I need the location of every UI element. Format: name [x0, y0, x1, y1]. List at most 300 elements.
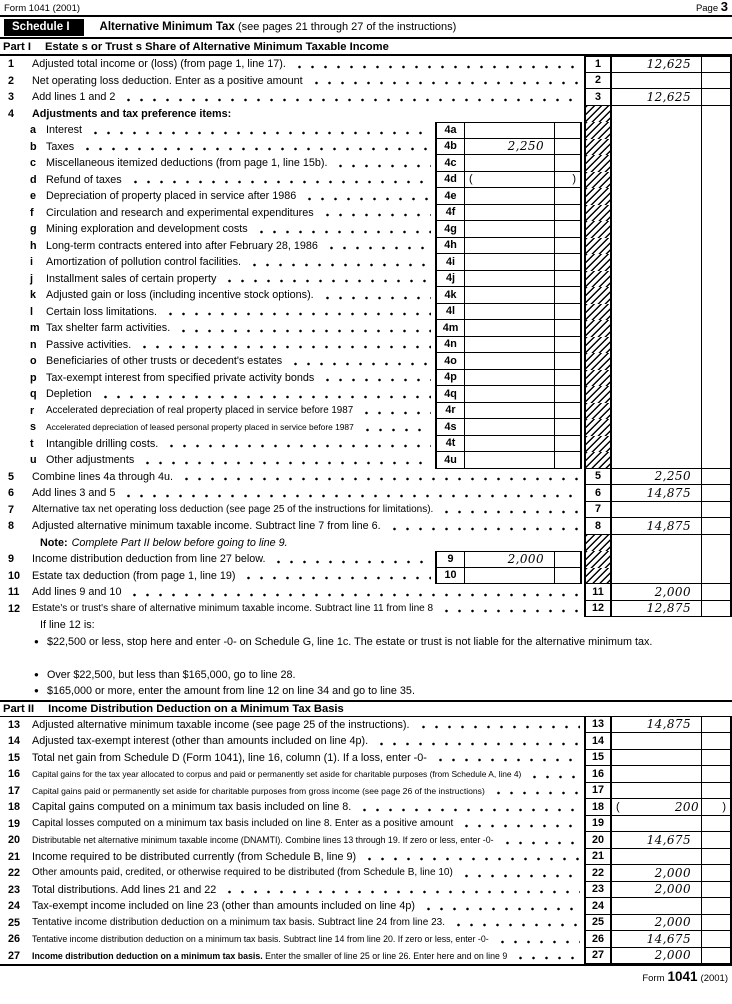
amount-field-4q[interactable] — [465, 386, 554, 403]
cents-field-4p[interactable] — [554, 370, 582, 387]
form-line-27 — [0, 948, 732, 965]
cents-field-4m[interactable] — [554, 320, 582, 337]
amount-field-23[interactable]: 2,000 — [612, 882, 701, 899]
amount-field-17[interactable] — [612, 783, 701, 800]
line-box-number: 18 — [584, 799, 612, 816]
cents-field-17[interactable] — [701, 783, 732, 800]
cents-field-5[interactable] — [701, 469, 732, 486]
line-label: Circulation and research and experimental expenditures — [46, 206, 314, 219]
hatched-cell — [584, 221, 612, 238]
cents-field-4h[interactable] — [554, 238, 582, 255]
footer-form-label: Form — [642, 973, 665, 984]
line-box-number: 4n — [435, 337, 465, 354]
amount-field-12[interactable]: 12,875 — [612, 601, 701, 618]
line-box-number: 10 — [435, 568, 465, 585]
form-line-24 — [0, 898, 732, 915]
hatched-cell — [584, 452, 612, 469]
form-line-4i — [0, 254, 732, 271]
amount-field-4o[interactable] — [465, 353, 554, 370]
form-line-20 — [0, 832, 732, 849]
amount-field-25[interactable]: 2,000 — [612, 915, 701, 932]
dotted-leader — [293, 56, 580, 73]
cents-field-4j[interactable] — [554, 271, 582, 288]
note-text: Complete Part II below before going to line 9. — [71, 536, 288, 549]
hatched-cell — [584, 320, 612, 337]
line-label: Total distributions. Add lines 21 and 22 — [32, 883, 217, 896]
cents-field-4i[interactable] — [554, 254, 582, 271]
amount-field-4m[interactable] — [465, 320, 554, 337]
line-letter: b — [30, 140, 37, 153]
hatched-cell — [584, 122, 612, 139]
cents-field-27[interactable] — [701, 948, 732, 965]
form-line-4j — [0, 271, 732, 288]
hatched-cell — [584, 551, 612, 568]
line-label: Capital gains paid or permanently set aside for charitable purposes from gross income (see page 26 of the instructions) — [32, 785, 485, 796]
form-line-4c — [0, 155, 732, 172]
line-letter: k — [30, 289, 37, 301]
hatched-cell — [584, 155, 612, 172]
line-label: Mining exploration and development costs — [46, 223, 248, 235]
dotted-leader — [514, 948, 580, 965]
line-label: Income distribution deduction from line 27 below. — [32, 553, 266, 565]
hatched-cell — [584, 337, 612, 354]
amount-field-10[interactable] — [465, 568, 554, 585]
line-box-number: 4q — [435, 386, 465, 403]
open-paren: ( — [616, 800, 621, 813]
line-letter: g — [30, 223, 37, 235]
part2-title: Income Distribution Deduction on a Minimum Tax Basis — [48, 702, 344, 715]
dotted-leader — [272, 551, 431, 568]
cents-field-3[interactable] — [701, 89, 732, 106]
form-line-5 — [0, 469, 732, 486]
schedule-title-bar — [0, 17, 732, 39]
amount-field-26[interactable]: 14,675 — [612, 931, 701, 948]
amount-field-4c[interactable] — [465, 155, 554, 172]
form-line-4e — [0, 188, 732, 205]
line-label: Accelerated depreciation of real property placed in service before 1987 — [46, 404, 354, 416]
cents-field-4s[interactable] — [554, 419, 582, 436]
line-box-number: 23 — [584, 882, 612, 899]
cents-field-12[interactable] — [701, 601, 732, 618]
amount-field-4s[interactable] — [465, 419, 554, 436]
dotted-leader — [177, 320, 431, 337]
cents-field-9[interactable] — [554, 551, 582, 568]
amount-field-9[interactable]: 2,000 — [465, 551, 554, 568]
amount-field-1[interactable]: 12,625 — [612, 56, 701, 73]
form-line-4u — [0, 452, 732, 469]
cents-field-24[interactable] — [701, 898, 732, 915]
line-box-number: 4e — [435, 188, 465, 205]
dotted-leader — [89, 122, 431, 139]
line-label: Installment sales of certain property — [46, 272, 217, 285]
line-number: 14 — [8, 735, 21, 747]
line-box-number: 4a — [435, 122, 465, 139]
amount-field-4n[interactable] — [465, 337, 554, 354]
line-label: Add lines 9 and 10 — [32, 586, 122, 598]
form-line-25 — [0, 915, 732, 932]
cents-field-4e[interactable] — [554, 188, 582, 205]
cents-field-4b[interactable] — [554, 139, 582, 156]
if-line-12-intro: If line 12 is: — [40, 619, 95, 631]
line-number: 10 — [8, 569, 21, 582]
part2-header — [0, 700, 732, 717]
line-label: Depreciation of property placed in service after 1986 — [46, 190, 297, 202]
note-label: Note: — [40, 536, 68, 549]
dotted-leader — [334, 155, 431, 172]
schedule-subtitle: (see pages 21 through 27 of the instructions) — [238, 21, 457, 33]
line-label: Add lines 1 and 2 — [32, 91, 116, 103]
dotted-leader — [321, 370, 431, 387]
line-box-number: 4o — [435, 353, 465, 370]
line-label: Add lines 3 and 5 — [32, 487, 116, 499]
line-box-number: 15 — [584, 750, 612, 767]
dotted-leader — [358, 799, 580, 816]
line-label: Tax shelter farm activities. — [46, 322, 171, 334]
amount-field-4r[interactable] — [465, 403, 554, 420]
amount-field-11[interactable]: 2,000 — [612, 584, 701, 601]
line-number: 1 — [8, 58, 15, 70]
cents-field-4g[interactable] — [554, 221, 582, 238]
line-number: 18 — [8, 801, 21, 813]
amount-field-4b[interactable]: 2,250 — [465, 139, 554, 156]
dotted-leader — [452, 915, 580, 932]
dotted-leader — [310, 73, 580, 90]
cents-field-10[interactable] — [554, 568, 582, 585]
hatched-cell — [584, 370, 612, 387]
amount-field-22[interactable]: 2,000 — [612, 865, 701, 882]
line-box-number: 4m — [435, 320, 465, 337]
form-line-8 — [0, 518, 732, 535]
part1-header — [0, 39, 732, 56]
form-line-4s — [0, 419, 732, 436]
amount-field-4k[interactable] — [465, 287, 554, 304]
amount-field-27[interactable]: 2,000 — [612, 948, 701, 965]
cents-field-7[interactable] — [701, 502, 732, 519]
dotted-leader — [223, 882, 580, 899]
amount-field-4l[interactable] — [465, 304, 554, 321]
line-label: Passive activities. — [46, 338, 132, 351]
cents-field-4u[interactable] — [554, 452, 582, 469]
form-line-4g — [0, 221, 732, 238]
amount-field-13[interactable]: 14,875 — [612, 717, 701, 734]
form-line-4r — [0, 403, 732, 420]
amount-field-19[interactable] — [612, 816, 701, 833]
line-number: 26 — [8, 933, 21, 945]
cents-field-8[interactable] — [701, 518, 732, 535]
line-box-number: 13 — [584, 717, 612, 734]
note-row — [0, 535, 732, 552]
form-line-4b — [0, 139, 732, 156]
line-letter: l — [30, 305, 33, 318]
amount-field-4i[interactable] — [465, 254, 554, 271]
line-label: Other adjustments — [46, 454, 135, 466]
part1-title: Estate s or Trust s Share of Alternative Minimum Taxable Income — [44, 40, 389, 53]
amount-field-4d[interactable] — [465, 172, 554, 189]
hatched-cell — [584, 386, 612, 403]
dotted-leader — [242, 568, 431, 585]
cents-field-6[interactable] — [701, 485, 732, 502]
cents-field-1[interactable] — [701, 56, 732, 73]
line-box-number: 4b — [435, 139, 465, 156]
line-label: Estate tax deduction (from page 1, line 19) — [32, 569, 236, 582]
cents-field-4r[interactable] — [554, 403, 582, 420]
line-box-number: 2 — [584, 73, 612, 90]
amount-field-4j[interactable] — [465, 271, 554, 288]
cents-field-11[interactable] — [701, 584, 732, 601]
line-box-number: 21 — [584, 849, 612, 866]
line-number: 5 — [8, 470, 15, 483]
line-box-number: 4u — [435, 452, 465, 469]
hatched-cell — [584, 568, 612, 585]
amount-field-16[interactable] — [612, 766, 701, 783]
line-box-number: 4t — [435, 436, 465, 453]
cents-field-4c[interactable] — [554, 155, 582, 172]
dotted-leader — [165, 436, 431, 453]
dotted-leader — [360, 403, 431, 420]
form-line-4p — [0, 370, 732, 387]
line-label: Tentative income distribution deduction on a minimum tax basis. Subtract line 14 from line 20. If zero or less, enter -0- — [32, 934, 489, 944]
line-letter: a — [30, 124, 37, 136]
cents-field-4o[interactable] — [554, 353, 582, 370]
amount-field-14[interactable] — [612, 733, 701, 750]
dotted-leader — [180, 469, 580, 486]
form-line-4k — [0, 287, 732, 304]
dotted-leader — [492, 783, 580, 800]
line-label: Other amounts paid, credited, or otherwise required to be distributed (from Schedule B, line 10) — [32, 867, 453, 878]
line-number: 2 — [8, 74, 15, 87]
form-id: Form 1041 (2001) — [4, 3, 81, 14]
line-number: 3 — [8, 91, 15, 103]
amount-field-4e[interactable] — [465, 188, 554, 205]
dotted-leader — [248, 254, 431, 271]
cents-field-4a[interactable] — [554, 122, 582, 139]
form-line-4q — [0, 386, 732, 403]
dotted-leader — [129, 172, 431, 189]
cents-field-4k[interactable] — [554, 287, 582, 304]
dotted-leader — [501, 832, 580, 849]
line-letter: f — [30, 206, 34, 219]
line-box-number: 19 — [584, 816, 612, 833]
line-letter: r — [30, 404, 35, 417]
amount-field-18[interactable]: ( 200 — [612, 799, 701, 816]
line-label: Interest — [46, 124, 83, 136]
form-line-9 — [0, 551, 732, 568]
form-line-13 — [0, 717, 732, 734]
dotted-leader — [321, 205, 431, 222]
line-box-number: 27 — [584, 948, 612, 965]
line-label: Income required to be distributed currently (from Schedule B, line 9) — [32, 850, 357, 863]
amount-field-8[interactable]: 14,875 — [612, 518, 701, 535]
line-label: Intangible drilling costs. — [46, 437, 159, 450]
line-letter: n — [30, 338, 37, 351]
amount-field-5[interactable]: 2,250 — [612, 469, 701, 486]
form-line-16 — [0, 766, 732, 783]
line-box-number: 4f — [435, 205, 465, 222]
amount-field-15[interactable] — [612, 750, 701, 767]
cents-field-22[interactable] — [701, 865, 732, 882]
amount-field-4g[interactable] — [465, 221, 554, 238]
amount-field-4t[interactable] — [465, 436, 554, 453]
line-label: Adjusted alternative minimum taxable income (see page 25 of the instructions). — [32, 718, 410, 731]
line-box-number: 12 — [584, 601, 612, 618]
dotted-leader — [223, 271, 431, 288]
line-box-number: 22 — [584, 865, 612, 882]
cents-field-2[interactable] — [701, 73, 732, 90]
cents-field-26[interactable] — [701, 931, 732, 948]
line-label: Tentative income distribution deduction on a minimum tax basis. Subtract line 24 from line 23. — [32, 916, 445, 928]
form-line-4a — [0, 122, 732, 139]
cents-field-25[interactable] — [701, 915, 732, 932]
line-box-number: 24 — [584, 898, 612, 915]
cents-field-18[interactable]: ) — [701, 799, 732, 816]
form-line-6 — [0, 485, 732, 502]
open-paren: ( — [469, 173, 474, 185]
form-line-23 — [0, 882, 732, 899]
line-number: 9 — [8, 553, 15, 565]
amount-field-7[interactable] — [612, 502, 701, 519]
line-box-number: 3 — [584, 89, 612, 106]
bullet-item: ● $22,500 or less, stop here and enter -0- on Schedule G, line 1c. The estate or trust is not liable for the alternative minimum tax. — [0, 634, 700, 667]
line-label: Alternative tax net operating loss deduction (see page 25 of the instructions for limitations). — [32, 503, 434, 515]
dotted-leader — [460, 865, 580, 882]
cents-field-4l[interactable] — [554, 304, 582, 321]
amount-field-4a[interactable] — [465, 122, 554, 139]
line-letter: c — [30, 157, 37, 169]
amount-field-6[interactable]: 14,875 — [612, 485, 701, 502]
line-label: Certain loss limitations. — [46, 305, 158, 318]
cents-field-19[interactable] — [701, 816, 732, 833]
dotted-leader — [141, 452, 431, 469]
line-label: Depletion — [46, 388, 92, 400]
part2-label: Part II — [3, 702, 35, 715]
amount-field-4h[interactable] — [465, 238, 554, 255]
footer-year: (2001) — [700, 973, 728, 984]
amount-field-20[interactable]: 14,675 — [612, 832, 701, 849]
hatched-cell — [584, 188, 612, 205]
cents-field-23[interactable] — [701, 882, 732, 899]
hatched-cell — [584, 353, 612, 370]
cents-field-4f[interactable] — [554, 205, 582, 222]
line-box-number: 4j — [435, 271, 465, 288]
line-label: Accelerated depreciation of leased personal property placed in service before 1987 — [46, 422, 354, 432]
cents-field-20[interactable] — [701, 832, 732, 849]
dotted-leader — [363, 849, 580, 866]
cents-field-16[interactable] — [701, 766, 732, 783]
line-number: 24 — [8, 900, 21, 912]
line-box-number: 11 — [584, 584, 612, 601]
line-number: 7 — [8, 503, 15, 516]
line-label: Combine lines 4a through 4u. — [32, 470, 174, 483]
hatched-cell — [584, 238, 612, 255]
line-label: Adjusted total income or (loss) (from page 1, line 17). — [32, 58, 286, 70]
form-line-14 — [0, 733, 732, 750]
line-number: 23 — [8, 883, 21, 896]
footer-form-number: 1041 — [667, 969, 698, 984]
line-box-number: 4i — [435, 254, 465, 271]
line-box-number: 8 — [584, 518, 612, 535]
cents-field-14[interactable] — [701, 733, 732, 750]
line-label: Total net gain from Schedule D (Form 1041), line 16, column (1). If a loss, enter -0- — [32, 751, 427, 764]
part1-label: Part I — [3, 40, 31, 53]
form-line-1 — [0, 56, 732, 73]
line-letter: q — [30, 388, 37, 400]
form-line-4o — [0, 353, 732, 370]
line-label: Capital losses computed on a minimum tax basis included on line 8. Enter as a positive amount — [32, 817, 454, 829]
amount-field-21[interactable] — [612, 849, 701, 866]
cents-column — [701, 106, 732, 123]
hatched-cell — [584, 436, 612, 453]
line-label: Taxes — [46, 140, 75, 153]
dotted-leader — [460, 816, 580, 833]
line-letter: s — [30, 421, 37, 433]
amount-field-24[interactable] — [612, 898, 701, 915]
line-label: Estate's or trust's share of alternative minimum taxable income. Subtract line 11 from line 8 — [32, 602, 434, 614]
line-box-number: 4d — [435, 172, 465, 189]
form-line-26 — [0, 931, 732, 948]
dotted-leader — [289, 353, 431, 370]
hatched-cell — [584, 287, 612, 304]
line-box-number: 4h — [435, 238, 465, 255]
cents-field-21[interactable] — [701, 849, 732, 866]
line-box-number: 6 — [584, 485, 612, 502]
line-letter: j — [30, 272, 33, 285]
cents-field-15[interactable] — [701, 750, 732, 767]
line-box-number: 5 — [584, 469, 612, 486]
dotted-leader — [440, 601, 580, 618]
line-number: 4 — [8, 107, 15, 120]
amount-field-3[interactable]: 12,625 — [612, 89, 701, 106]
bullet-item: ● Over $22,500, but less than $165,000, go to line 28. — [0, 667, 700, 684]
amount-field-4p[interactable] — [465, 370, 554, 387]
line-number: 22 — [8, 867, 21, 879]
dotted-leader — [164, 304, 431, 321]
dotted-leader — [99, 386, 431, 403]
line-box-number: 4k — [435, 287, 465, 304]
form-line-12 — [0, 601, 732, 618]
form-line-18 — [0, 799, 732, 816]
line-number: 11 — [8, 586, 20, 598]
page-footer — [0, 966, 732, 984]
line-label: Net operating loss deduction. Enter as a positive amount — [32, 74, 303, 87]
page-header — [0, 0, 732, 15]
line-box-number: 4s — [435, 419, 465, 436]
dotted-leader — [255, 221, 431, 238]
line-label: Miscellaneous itemized deductions (from page 1, line 15b). — [46, 157, 328, 169]
line-box-number: 20 — [584, 832, 612, 849]
cents-field-4n[interactable] — [554, 337, 582, 354]
hatched-cell — [584, 205, 612, 222]
line-label: Tax-exempt interest from specified private activity bonds — [46, 371, 315, 384]
line-label-bold: Income distribution deduction on a minimum tax basis. — [32, 950, 263, 961]
line-number: 17 — [8, 784, 21, 797]
amount-field-4u[interactable] — [465, 452, 554, 469]
line-number: 13 — [8, 718, 21, 731]
line-letter: m — [30, 322, 40, 334]
form-line-4f — [0, 205, 732, 222]
amount-field-4f[interactable] — [465, 205, 554, 222]
cents-field-13[interactable] — [701, 717, 732, 734]
line-number: 20 — [8, 834, 21, 846]
cents-field-4t[interactable] — [554, 436, 582, 453]
line-box-number: 16 — [584, 766, 612, 783]
line-label: Adjusted tax-exempt interest (other than amounts included on line 4p). — [32, 735, 369, 747]
line-number: 21 — [8, 850, 21, 863]
cents-field-4q[interactable] — [554, 386, 582, 403]
line-label: Beneficiaries of other trusts or decedent's estates — [46, 355, 283, 367]
amount-field-2[interactable] — [612, 73, 701, 90]
cents-field-4d[interactable]: ) — [554, 172, 582, 189]
form-line-4 — [0, 106, 732, 123]
